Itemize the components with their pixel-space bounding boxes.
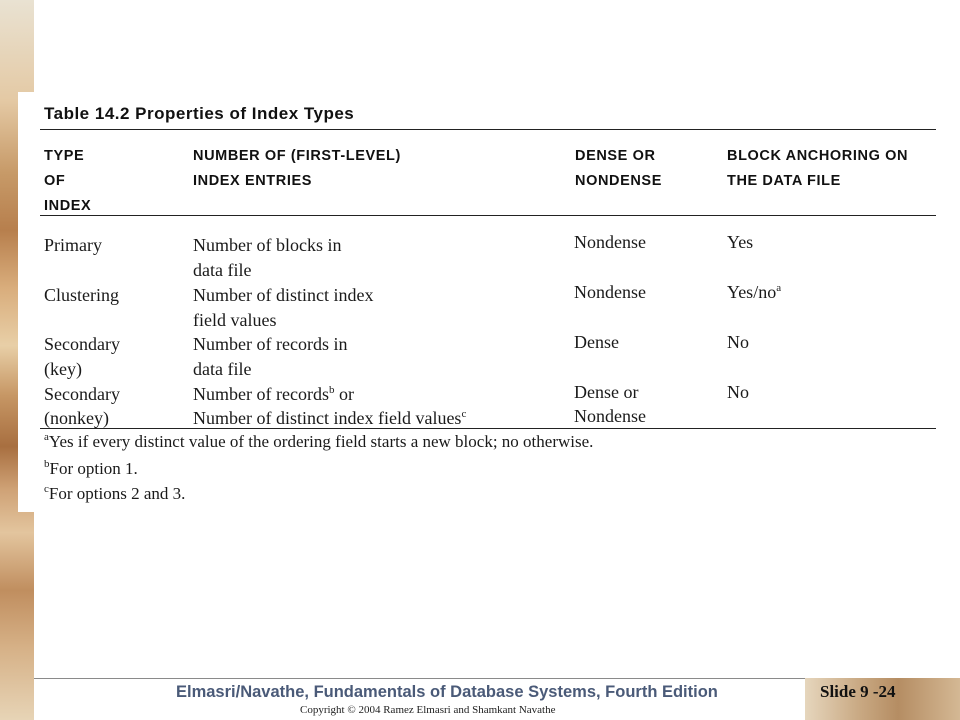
table-title: Table 14.2 Properties of Index Types [44, 104, 355, 123]
table-cell: Dense or [574, 382, 639, 402]
header-rule [40, 215, 936, 216]
header-type: TYPE OF INDEX [44, 148, 92, 214]
footer-book-title: Elmasri/Navathe, Fundamentals of Database Systems, Fourth Edition [176, 683, 718, 701]
table-cell: data file [193, 260, 252, 280]
footnote-text: For options 2 and 3. [48, 484, 186, 503]
header-entries: NUMBER OF (FIRST-LEVEL) INDEX ENTRIES [193, 148, 401, 189]
table-cell: Secondary [44, 334, 120, 354]
footnote-mark: a [44, 431, 49, 443]
cell-text: Number of records [193, 384, 329, 404]
table-cell: Secondary [44, 384, 120, 404]
table-top-rule [40, 129, 936, 130]
table-cell: No [727, 382, 749, 402]
table-cell: field values [193, 310, 277, 330]
table-cell: Yes [727, 232, 754, 252]
table-cell: (key) [44, 359, 82, 379]
header-dense: DENSE OR NONDENSE [575, 148, 662, 189]
footnote-mark: b [328, 384, 335, 396]
footer-divider [34, 678, 805, 679]
table-cell: Nondense [574, 232, 646, 252]
table-cell: Number of blocks in [193, 235, 342, 255]
footnote-mark: a [776, 282, 782, 294]
footnote-mark: c [44, 483, 49, 495]
table-cell: No [727, 332, 749, 352]
cell-text-suffix: or [334, 384, 354, 404]
cell-text: Number of distinct index field values [193, 408, 462, 428]
footnote [44, 432, 593, 452]
table-cell [193, 382, 354, 407]
footnote-mark: c [461, 408, 467, 420]
slide-number: Slide 9 -24 [820, 682, 896, 701]
table-cell: Number of records in [193, 334, 348, 354]
table-cell: Primary [44, 235, 102, 255]
table-cell: Number of distinct index [193, 285, 374, 305]
header-anchor: BLOCK ANCHORING ON THE DATA FILE [727, 148, 909, 189]
table-cell: Nondense [574, 406, 646, 426]
table-bottom-rule [40, 428, 936, 429]
table-cell: (nonkey) [44, 408, 109, 428]
footnote [44, 459, 138, 479]
footnote [44, 484, 185, 504]
table-cell [727, 280, 781, 305]
footnote-mark: b [44, 458, 50, 470]
table-cell: Clustering [44, 285, 119, 305]
footnote-text: Yes if every distinct value of the ordering field starts a new block; no otherwise. [48, 432, 594, 451]
table-cell: Dense [574, 332, 619, 352]
footer-copyright: Copyright © 2004 Ramez Elmasri and Shamkant Navathe [300, 704, 556, 716]
table-cell: data file [193, 359, 252, 379]
cell-text: Yes/no [727, 282, 777, 302]
footnote-text: For option 1. [49, 459, 138, 478]
table-cell: Nondense [574, 282, 646, 302]
